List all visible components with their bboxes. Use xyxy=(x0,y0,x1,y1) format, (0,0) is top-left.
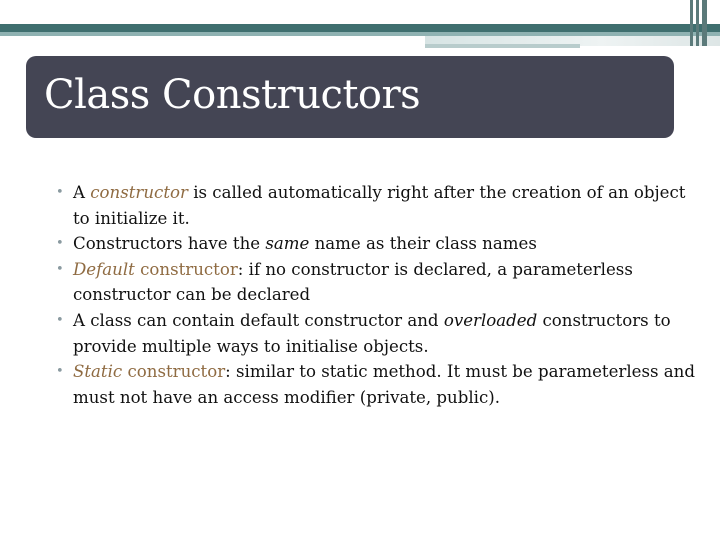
header-stripe-dark xyxy=(0,24,720,32)
corner-decoration xyxy=(690,0,720,46)
slide-title: Class Constructors xyxy=(44,72,421,118)
bullet-item xyxy=(56,231,706,257)
header-stripe-mark xyxy=(425,44,580,48)
title-box xyxy=(26,56,674,138)
slide-top-band xyxy=(0,0,720,24)
bullet-text: Constructors have the same name as their class names xyxy=(73,234,537,254)
bullet-text: Static constructor: similar to static method. It must be parameterless and must not have an access modifier (private, public). xyxy=(73,362,695,407)
bullet-text: Default constructor: if no constructor is declared, a parameterless constructor can be declared xyxy=(73,259,633,305)
bullet-item xyxy=(56,257,706,308)
bullet-icon: • xyxy=(56,312,64,328)
bullet-icon: • xyxy=(56,261,64,277)
bullet-icon: • xyxy=(56,236,64,252)
bullet-item xyxy=(56,359,706,410)
bullet-icon: • xyxy=(56,185,64,200)
bullet-item xyxy=(56,180,706,231)
bullet-list xyxy=(56,180,706,410)
bullet-item xyxy=(56,308,706,359)
bullet-text: A constructor is called automatically right after the creation of an object to initialize it. xyxy=(73,183,686,228)
bullet-text: A class can contain default constructor and overloaded constructors to provide multiple ways to initialise objects. xyxy=(73,310,671,356)
bullet-icon: • xyxy=(56,364,64,380)
